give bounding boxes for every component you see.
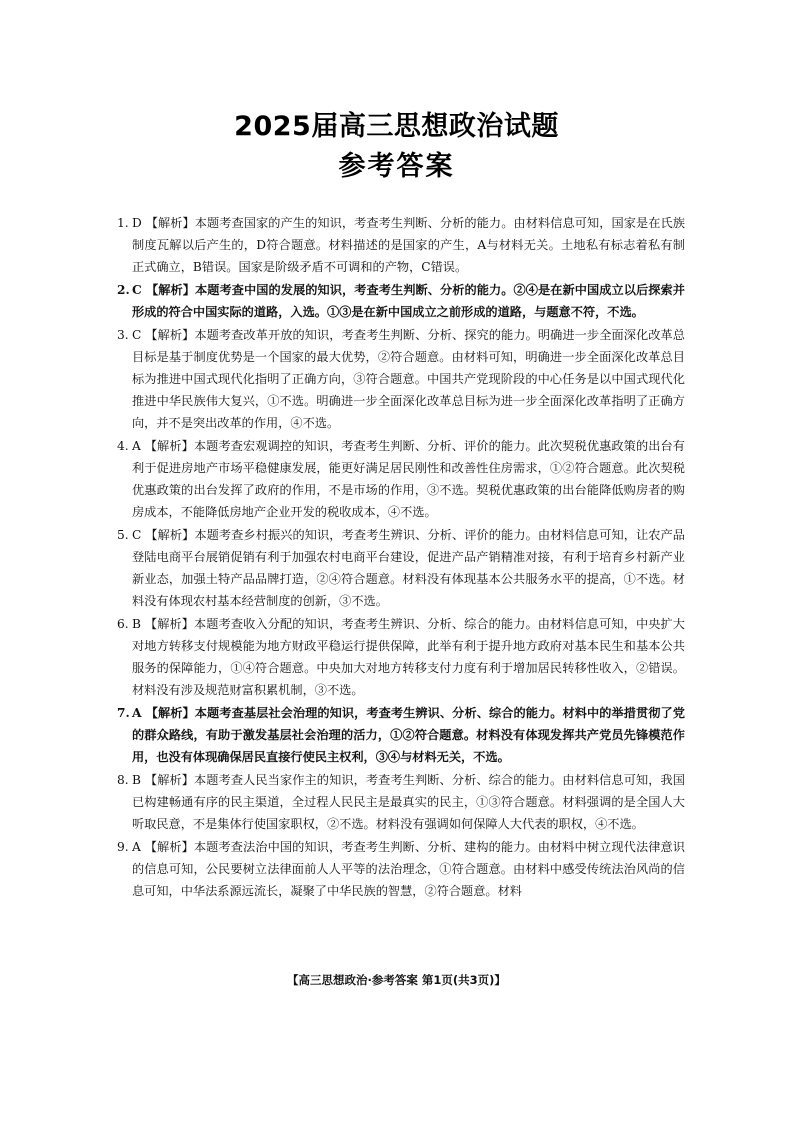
- item-text: A 【解析】本题考查基层社会治理的知识，考查考生辨识、分析、综合的能力。材料中的举措贯彻了党的群众路线，有助于激发基层社会治理的活力，①②符合题意。材料没有体现发挥共产党员先锋模范作用，也没有体现确保居民直接行使民主权利，③④与材料无关，不选。: [132, 706, 685, 764]
- answer-item-9: [117, 836, 685, 902]
- item-text: B 【解析】本题考查收入分配的知识，考查考生辨识、分析、综合的能力。由材料信息可知，中央扩大对地方转移支付规模能为地方财政平稳运行提供保障，此举有利于提升地方政府对基本民生和基本公共服务的保障能力，①④符合题意。中央加大对地方转移支付力度有利于增加居民转移性收入，②错误。材料没有涉及规范财富积累机制，③不选。: [132, 617, 685, 697]
- item-number: 9.: [117, 840, 129, 854]
- item-number: 3.: [117, 328, 129, 342]
- item-number: 8.: [117, 773, 129, 787]
- answer-item-6: [117, 613, 685, 701]
- page-title: 2025届高三思想政治试题: [234, 111, 559, 142]
- answer-item-1: [117, 212, 685, 278]
- item-number: 2.: [117, 283, 130, 297]
- item-text: C 【解析】本题考查乡村振兴的知识，考查考生辨识、分析、评价的能力。由材料信息可知，让农产品登陆电商平台展销促销有利于加强农村电商平台建设，促进产品产销精准对接，有利于培育乡村新产业新业态，加强土特产品品牌打造，②④符合题意。材料没有体现基本公共服务水平的提高，①不选。材料没有体现农村基本经营制度的创新，③不选。: [132, 528, 685, 608]
- answer-item-4: [117, 435, 685, 523]
- item-text: B 【解析】本题考查人民当家作主的知识，考查考生判断、分析、综合的能力。由材料信息可知，我国已构建畅通有序的民主渠道，全过程人民民主是最真实的民主，①③符合题意。材料强调的是全国人大听取民意，不是集体行使国家职权，②不选。材料没有强调如何保障人大代表的职权，④不选。: [132, 773, 685, 831]
- page-subtitle: 参考答案: [338, 151, 455, 182]
- item-number: 5.: [117, 528, 129, 542]
- answer-list: [117, 212, 685, 903]
- item-number: 6.: [117, 617, 129, 631]
- item-text: A 【解析】本题考查宏观调控的知识，考查考生判断、分析、评价的能力。此次契税优惠政策的出台有利于促进房地产市场平稳健康发展，能更好满足居民刚性和改善性住房需求，①②符合题意。此次契税优惠政策的出台发挥了政府的作用，不是市场的作用，③不选。契税优惠政策的出台能降低购房者的购房成本，不能降低房地产企业开发的税收成本，④不选。: [132, 439, 685, 519]
- item-text: A 【解析】本题考查法治中国的知识，考查考生判断、分析、建构的能力。由材料中树立现代法律意识的信息可知，公民要树立法律面前人人平等的法治理念，①符合题意。由材料中感受传统法治风尚的信息可知，中华法系源远流长，凝聚了中华民族的智慧，②符合题意。材料: [132, 840, 685, 898]
- answer-item-2: [117, 279, 685, 323]
- answer-item-3: [117, 324, 685, 434]
- answer-item-7: [117, 702, 685, 768]
- item-text: D 【解析】本题考查国家的产生的知识，考查考生判断、分析的能力。由材料信息可知，国家是在氏族制度瓦解以后产生的，D符合题意。材料描述的是国家的产生，A与材料无关。土地私有标志着私有制正式确立，B错误。国家是阶级矛盾不可调和的产物，C错误。: [132, 216, 685, 274]
- item-text: C 【解析】本题考查中国的发展的知识，考查考生判断、分析的能力。②④是在新中国成立以后探索并形成的符合中国实际的道路，入选。①③是在新中国成立之前形成的道路，与题意不符，不选。: [132, 283, 685, 319]
- item-number: 1.: [117, 216, 129, 230]
- answer-item-8: [117, 769, 685, 835]
- item-number: 4.: [117, 439, 129, 453]
- item-number: 7.: [117, 706, 130, 720]
- item-text: C 【解析】本题考查改革开放的知识，考查考生判断、分析、探究的能力。明确进一步全面深化改革总目标是基于制度优势是一个国家的最大优势，②符合题意。由材料可知，明确进一步全面深化改革总目标为推进中国式现代化指明了正确方向，③符合题意。中国共产党现阶段的中心任务是以中国式现代化推进中华民族伟大复兴，①不选。明确进一步全面深化改革总目标为进一步全面深化改革指明了正确方向，并不是突出改革的作用，④不选。: [132, 328, 685, 430]
- page-footer: 【高三思想政治·参考答案 第1页(共3页)】: [287, 973, 506, 987]
- answer-item-5: [117, 524, 685, 612]
